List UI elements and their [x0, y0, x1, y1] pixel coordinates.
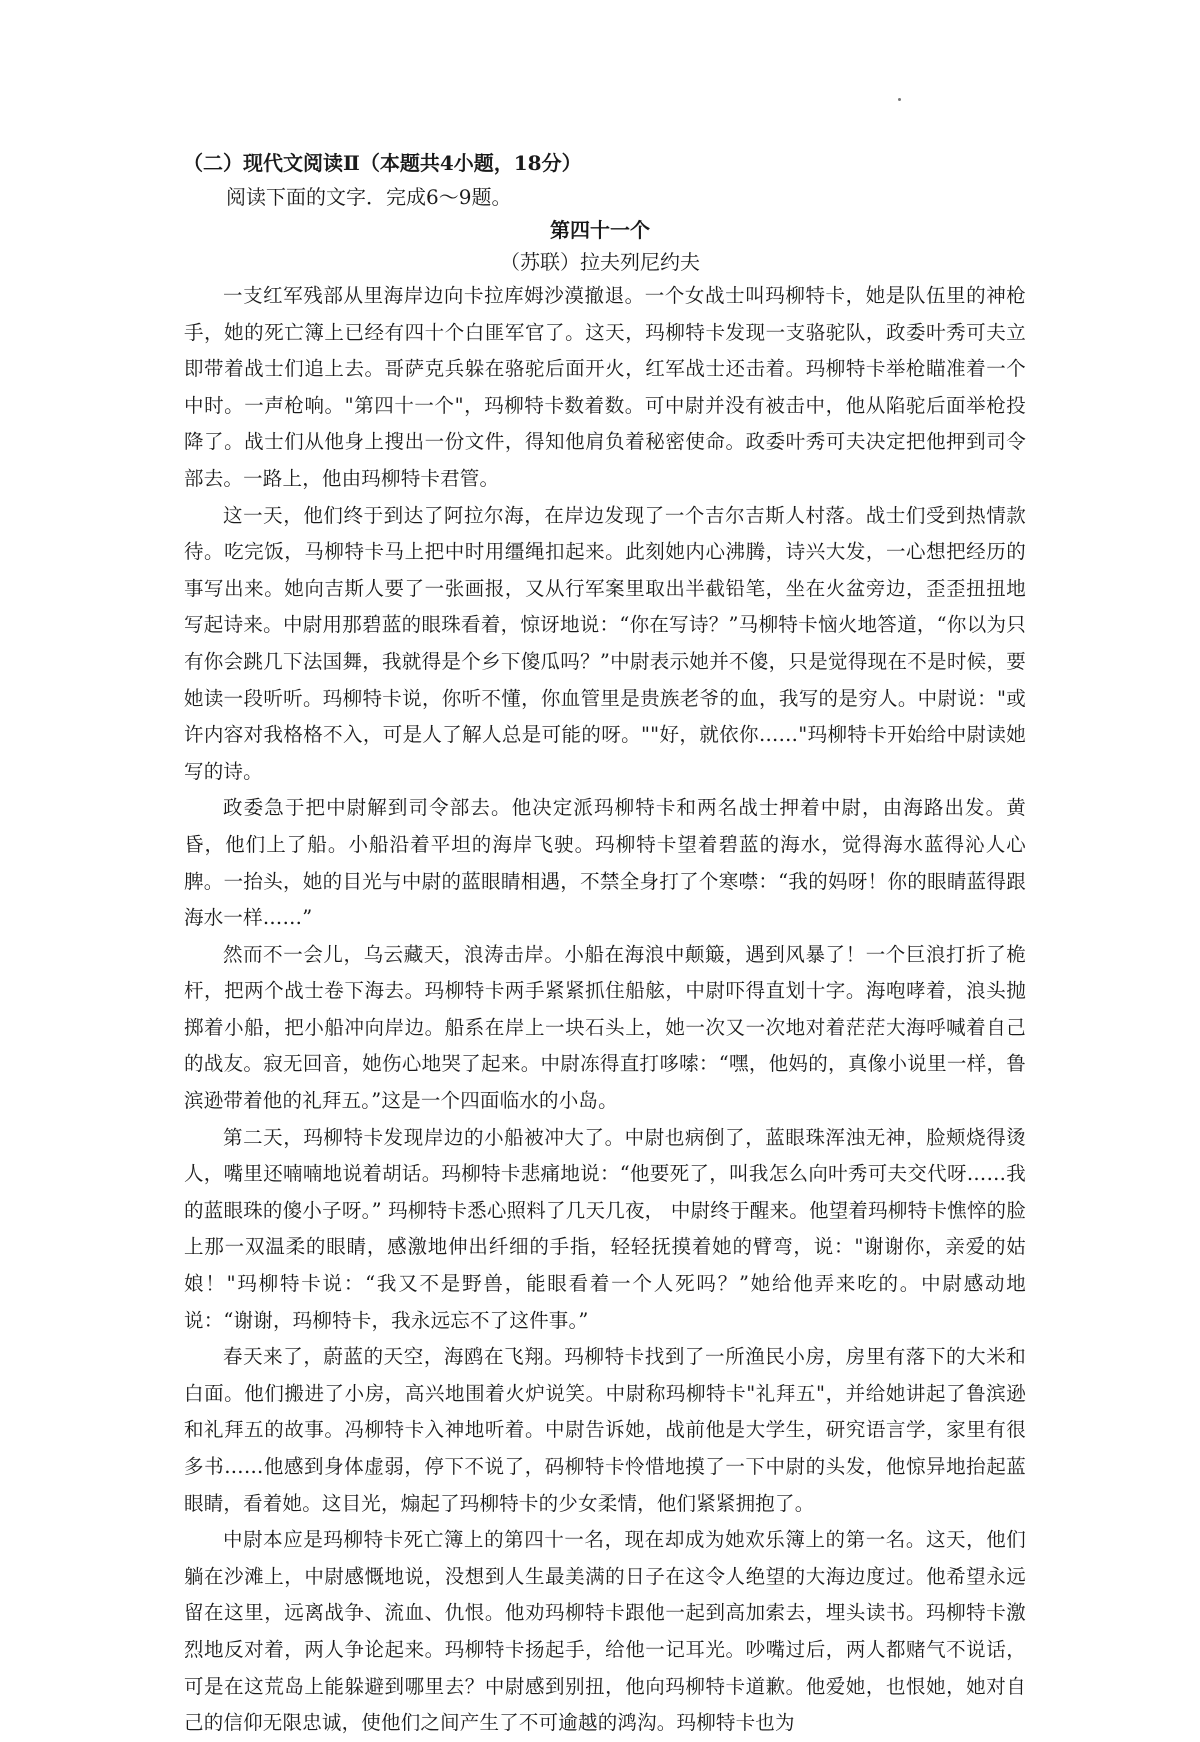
paragraph-5: 第二天，玛柳特卡发现岸边的小船被冲大了。中尉也病倒了，蓝眼珠浑浊无神，脸颊烧得烫人，嘴里还喃喃地说着胡话。玛柳特卡悲痛地说：“他要死了，叫我怎么向叶秀可夫交代呀……我的蓝眼珠的傻小子呀。” 玛柳特卡悉心照料了几天几夜， 中尉终于醒来。他望着玛柳特卡憔悴的脸上那一双温柔的眼睛，感激地伸出纤细的手指，轻轻抚摸着她的臂弯，说："谢谢你，亲爱的姑娘！"玛柳特卡说：“我又不是野兽，能眼看着一个人死吗？”她给他弄来吃的。中尉感动地说：“谢谢，玛柳特卡，我永远忘不了这件事。” — [184, 1125, 1026, 1332]
paragraph-3: 政委急于把中尉解到司令部去。他决定派玛柳特卡和两名战士押着中尉，由海路出发。黄昏，他们上了船。小船沿着平坦的海岸飞驶。玛柳特卡望着碧蓝的海水，觉得海水蓝得沁人心脾。一抬头，她的目光与中尉的蓝眼睛相遇，不禁全身打了个寒噤：“我的妈呀！你的眼睛蓝得跟海水一样……” — [184, 796, 1026, 930]
paragraph-6: 春天来了，蔚蓝的天空，海鸥在飞翔。玛柳特卡找到了一所渔民小房，房里有落下的大米和白面。他们搬进了小房，高兴地围着火炉说笑。中尉称玛柳特卡"礼拜五"，并给她讲起了鲁滨逊和礼拜五的故事。冯柳特卡入神地听着。中尉告诉她，战前他是大学生，研究语言学，家里有很多书……他感到身体虚弱，停下不说了，码柳特卡怜惜地摸了一下中尉的头发，他惊异地抬起蓝眼睛，看着她。这目光，煽起了玛柳特卡的少女柔情，他们紧紧拥抱了。 — [184, 1345, 1026, 1515]
section-heading: （二）现代文阅读Ⅱ（本题共4小题，18分） — [183, 151, 582, 175]
scan-dot — [898, 98, 901, 101]
paragraph-2: 这一天，他们终于到达了阿拉尔海，在岸边发现了一个吉尔吉斯人村落。战士们受到热情款待。吃完饭，马柳特卡马上把中时用缰绳扣起来。此刻她内心沸腾，诗兴大发，一心想把经历的事写出来。她向吉斯人要了一张画报，又从行军案里取出半截铅笔，坐在火盆旁边，歪歪扭扭地写起诗来。中尉用那碧蓝的眼珠看着，惊讶地说：“你在写诗？”马柳特卡恼火地答道，“你以为只有你会跳几下法国舞，我就得是个乡下傻瓜吗？”中尉表示她并不傻，只是觉得现在不是时候，要她读一段听听。玛柳特卡说，你听不懂，你血管里是贵族老爷的血，我写的是穷人。中尉说："或许内容对我格格不入，可是人了解人总是可能的呀。""好，就依你……"玛柳特卡开始给中尉读她写的诗。 — [184, 503, 1026, 783]
story-body — [184, 278, 1026, 1742]
paragraph-4: 然而不一会儿，乌云藏天，浪涛击岸。小船在海浪中颠簸，遇到风暴了！一个巨浪打折了桅杆，把两个战士卷下海去。玛柳特卡两手紧紧抓住船舷，中尉吓得直划十字。海咆哮着，浪头抛掷着小船，把小船冲向岸边。船系在岸上一块石头上，她一次又一次地对着茫茫大海呼喊着自己的战友。寂无回音，她伤心地哭了起来。中尉冻得直打哆嗦：“嘿，他妈的，真像小说里一样，鲁滨逊带着他的礼拜五。”这是一个四面临水的小岛。 — [184, 942, 1026, 1113]
paragraph-7: 中尉本应是玛柳特卡死亡簿上的第四十一名，现在却成为她欢乐簿上的第一名。这天，他们躺在沙滩上，中尉感慨地说，没想到人生最美满的日子在这令人绝望的大海边度过。他希望永远留在这里，远离战争、流血、仇恨。他劝玛柳特卡跟他一起到高加索去，埋头读书。玛柳特卡激烈地反对着，两人争论起来。玛柳特卡扬起手，给他一记耳光。吵嘴过后，两人都赌气不说话，可是在这荒岛上能躲避到哪里去？中尉感到别扭，他向玛柳特卡道歉。他爱她，也恨她，她对自己的信仰无限忠诚，使他们之间产生了不可逾越的鸿沟。玛柳特卡也为 — [184, 1528, 1026, 1735]
paragraph-1: 一支红军残部从里海岸边向卡拉库姆沙漠撤退。一个女战士叫玛柳特卡，她是队伍里的神枪手，她的死亡簿上已经有四十个白匪军官了。这天，玛柳特卡发现一支骆驼队，政委叶秀可夫立即带着战士们追上去。哥萨克兵躲在骆驼后面开火，红军战士还击着。玛柳特卡举枪瞄准着一个中时。一声枪响。"第四十一个"，玛柳特卡数着数。可中尉并没有被击中，他从陷驼后面举枪投降了。战士们从他身上搜出一份文件，得知他肩负着秘密使命。政委叶秀可夫决定把他押到司令部去。一路上，他由玛柳特卡君管。 — [184, 284, 1026, 490]
story-title: 第四十一个 — [550, 218, 650, 242]
reading-instruction: 阅读下面的文字．完成6～9题。 — [226, 185, 512, 209]
story-author: （苏联）拉夫列尼约夫 — [500, 250, 700, 274]
